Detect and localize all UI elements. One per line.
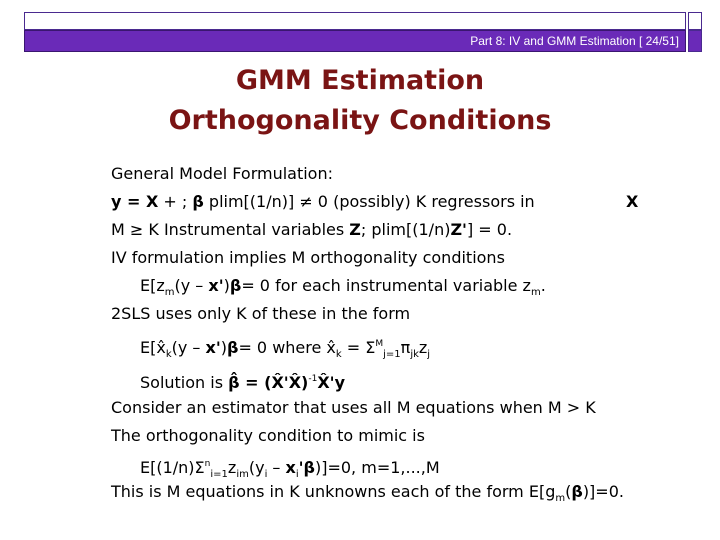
eq-plim-rest: ] ≠ 0 (possibly) K regressors in bbox=[287, 192, 535, 211]
orth-xprime: x' bbox=[208, 276, 224, 295]
gmm-x: x bbox=[285, 458, 296, 477]
header-label: Part 8: IV and GMM Estimation [ 24/51] bbox=[470, 34, 679, 48]
tsls-y: (y – bbox=[171, 338, 206, 357]
inst-zprime: Z' bbox=[450, 220, 467, 239]
gmm-sub-i1: i=1 bbox=[210, 469, 228, 480]
orth-sub-m2: m bbox=[530, 287, 541, 298]
gmm-beta: β bbox=[303, 458, 315, 477]
tsls-beta: β bbox=[226, 338, 239, 357]
orth-paren: ) bbox=[223, 276, 230, 295]
header-bar bbox=[24, 30, 686, 52]
eq-plus: + bbox=[158, 192, 182, 211]
sol-beta-hat: β̂ = (X̂'X̂) bbox=[228, 373, 309, 392]
body-line-general-model: General Model Formulation: bbox=[111, 164, 333, 183]
body-line-model-equation bbox=[111, 191, 535, 213]
gmm-z: z bbox=[227, 458, 237, 477]
tsls-sub-k: k bbox=[165, 349, 172, 360]
gmm-end: )]=0, m=1,...,M bbox=[314, 458, 440, 477]
meq-sub-m: m bbox=[555, 493, 566, 504]
header-side-box-top bbox=[688, 12, 702, 30]
orth-text: = 0 for each instrumental variable z bbox=[241, 276, 531, 295]
tsls-sub-j: j bbox=[427, 349, 431, 360]
tsls-paren: ) bbox=[220, 338, 227, 357]
inst-text: M ≥ K Instrumental variables bbox=[111, 220, 350, 239]
gmm-prime: ' bbox=[298, 458, 304, 477]
gmm-y: (y bbox=[248, 458, 265, 477]
tsls-sum: = Σ bbox=[341, 338, 376, 357]
orth-beta: β bbox=[229, 276, 242, 295]
body-line-orthogonality-each bbox=[140, 275, 546, 304]
sol-text: Solution is bbox=[140, 373, 229, 392]
tsls-sub-jk: jk bbox=[410, 349, 419, 360]
header-side-box-bottom bbox=[688, 30, 702, 52]
tsls-where: = 0 where x̂ bbox=[238, 338, 336, 357]
inst-end: ] = 0. bbox=[466, 220, 513, 239]
sol-inverse: -1 bbox=[308, 374, 318, 384]
eq-plim: plim[(1/n) bbox=[203, 192, 288, 211]
tsls-z: z bbox=[418, 338, 428, 357]
body-line-2sls-equation bbox=[140, 333, 430, 366]
eq-y-x: y = X bbox=[111, 192, 159, 211]
inst-plim: ; plim[(1/n) bbox=[360, 220, 451, 239]
meq-beta: β bbox=[571, 482, 583, 501]
meq-paren: ( bbox=[565, 482, 572, 501]
body-line-consider: Consider an estimator that uses all M equations when M > K bbox=[111, 398, 596, 417]
tsls-sub-k2: k bbox=[335, 349, 342, 360]
body-line-solution bbox=[140, 368, 345, 394]
tsls-xprime: x' bbox=[205, 338, 221, 357]
inst-z: Z bbox=[349, 220, 361, 239]
gmm-sub-im: im bbox=[236, 469, 249, 480]
orth-e: E[z bbox=[140, 276, 165, 295]
gmm-sub-i2: i bbox=[295, 469, 299, 480]
orth-y: (y – bbox=[174, 276, 209, 295]
meq-end: )]=0. bbox=[582, 482, 624, 501]
body-line-2sls: 2SLS uses only K of these in the form bbox=[111, 304, 411, 323]
gmm-e: E[(1/n)Σ bbox=[140, 458, 205, 477]
sol-xy: X̂'y bbox=[317, 373, 345, 392]
slide-title-line-2: Orthogonality Conditions bbox=[168, 105, 552, 136]
tsls-sub-j1: j=1 bbox=[383, 349, 401, 360]
gmm-minus: – bbox=[267, 458, 286, 477]
orth-period: . bbox=[540, 276, 546, 295]
body-line-mimic: The orthogonality condition to mimic is bbox=[111, 426, 425, 445]
meq-text: This is M equations in K unknowns each of the form E[g bbox=[111, 482, 556, 501]
tsls-sup-m: M bbox=[375, 339, 384, 349]
eq-beta: β bbox=[192, 192, 204, 211]
eq-semicolon: ; bbox=[181, 192, 193, 211]
tsls-pi: π bbox=[400, 338, 411, 357]
tsls-e: E[x̂ bbox=[140, 338, 166, 357]
header-top-strip bbox=[24, 12, 686, 30]
orth-sub-m: m bbox=[164, 287, 175, 298]
body-line-iv-formulation: IV formulation implies M orthogonality conditions bbox=[111, 248, 505, 267]
gmm-sup-n: n bbox=[204, 459, 211, 469]
body-line-m-equations bbox=[111, 481, 624, 510]
body-line-instruments bbox=[111, 219, 512, 241]
body-line-model-x: X bbox=[626, 192, 639, 211]
slide-title-line-1: GMM Estimation bbox=[235, 65, 485, 96]
gmm-sub-i: i bbox=[264, 469, 268, 480]
